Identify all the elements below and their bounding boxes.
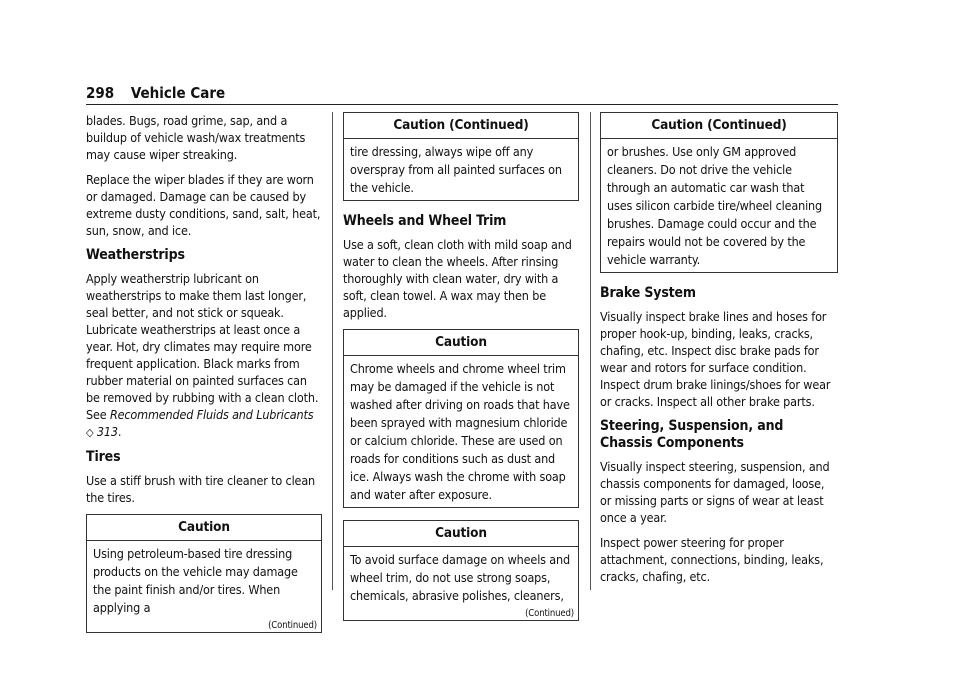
- paragraph: Use a soft, clean cloth with mild soap and water to clean the wheels. After rinsing thoroughly with clean water, dry with a soft, clean towel. A wax may then be applied.: [343, 237, 572, 320]
- caution-box-continued: [600, 112, 838, 273]
- cross-reference-link[interactable]: Recommended Fluids and Lubricants: [109, 407, 314, 422]
- heading-tires: Tires: [86, 449, 121, 465]
- heading-wheels: Wheels and Wheel Trim: [343, 213, 507, 229]
- paragraph: blades. Bugs, road grime, sap, and a buildup of vehicle wash/wax treatments may cause wiper streaking.: [86, 113, 306, 162]
- caution-body: Using petroleum-based tire dressing products on the vehicle may damage the paint finish and/or tires. When applying a: [93, 546, 298, 615]
- period: .: [117, 424, 122, 439]
- caution-box: [343, 520, 579, 621]
- column-3: [600, 112, 838, 593]
- continued-label: (Continued): [525, 608, 574, 619]
- caution-body: Chrome wheels and chrome wheel trim may be damaged if the vehicle is not washed after driving on roads that have been sprayed with magnesium chloride or calcium chloride. These are used on roads for conditions such as dust and ice. Always wash the chrome with soap and water after exposure.: [350, 361, 570, 502]
- caution-body: or brushes. Use only GM approved cleaners. Do not drive the vehicle through an automatic car wash that uses silicon carbide tire/wheel cleaning brushes. Damage could occur and the repairs would not be covered by the vehicle warranty.: [607, 144, 823, 267]
- caution-box: [343, 329, 579, 508]
- caution-box-continued: [343, 112, 579, 201]
- page-ref-icon: ◇: [86, 426, 94, 439]
- page-number: 298: [86, 84, 115, 102]
- paragraph: Inspect power steering for proper attachment, connections, binding, leaks, cracks, chafing, etc.: [600, 535, 824, 584]
- heading-steering: Steering, Suspension, and Chassis Components: [600, 418, 784, 451]
- caution-title: Caution: [344, 330, 578, 356]
- caution-title: Caution (Continued): [344, 113, 578, 139]
- caution-box: [86, 514, 322, 633]
- caution-title: Caution (Continued): [601, 113, 837, 139]
- paragraph: Replace the wiper blades if they are worn or damaged. Damage can be caused by extreme dusty conditions, sand, salt, heat, sun, snow, and ice.: [86, 172, 321, 238]
- page-header: [86, 84, 225, 102]
- continued-label: (Continued): [268, 620, 317, 631]
- caution-title: Caution: [344, 521, 578, 547]
- paragraph: [86, 270, 322, 441]
- column-divider-1: [332, 112, 333, 590]
- paragraph: Use a stiff brush with tire cleaner to clean the tires.: [86, 473, 316, 505]
- caution-body: tire dressing, always wipe off any overspray from all painted surfaces on the vehicle.: [350, 144, 562, 195]
- heading-brake-system: Brake System: [600, 285, 696, 301]
- header-rule: [86, 104, 838, 105]
- page-ref-number[interactable]: 313: [96, 424, 118, 439]
- column-1: [86, 112, 322, 645]
- column-divider-2: [590, 112, 591, 590]
- paragraph: Visually inspect steering, suspension, and chassis components for damaged, loose, or missing parts or signs of wear at least once a year.: [600, 459, 830, 525]
- column-2: [343, 112, 579, 633]
- section-title: Vehicle Care: [130, 84, 226, 102]
- caution-title: Caution: [87, 515, 321, 541]
- heading-weatherstrips: Weatherstrips: [86, 247, 185, 263]
- paragraph: Visually inspect brake lines and hoses for proper hook-up, binding, leaks, cracks, chafing, etc. Inspect disc brake pads for wear and rotors for surface condition. Inspect drum brake linings/shoes for wear or cracks. Inspect all other brake parts.: [600, 309, 831, 409]
- caution-body: To avoid surface damage on wheels and wheel trim, do not use strong soaps, chemicals, abrasive polishes, cleaners,: [350, 552, 571, 603]
- paragraph-text: Apply weatherstrip lubricant on weatherstrips to make them last longer, seal better, and not stick or squeak. Lubricate weatherstrips at least once a year. Hot, dry climates may require more frequent application. Black marks from rubber material on painted surfaces can be removed by rubbing with a clean cloth. See: [86, 271, 319, 422]
